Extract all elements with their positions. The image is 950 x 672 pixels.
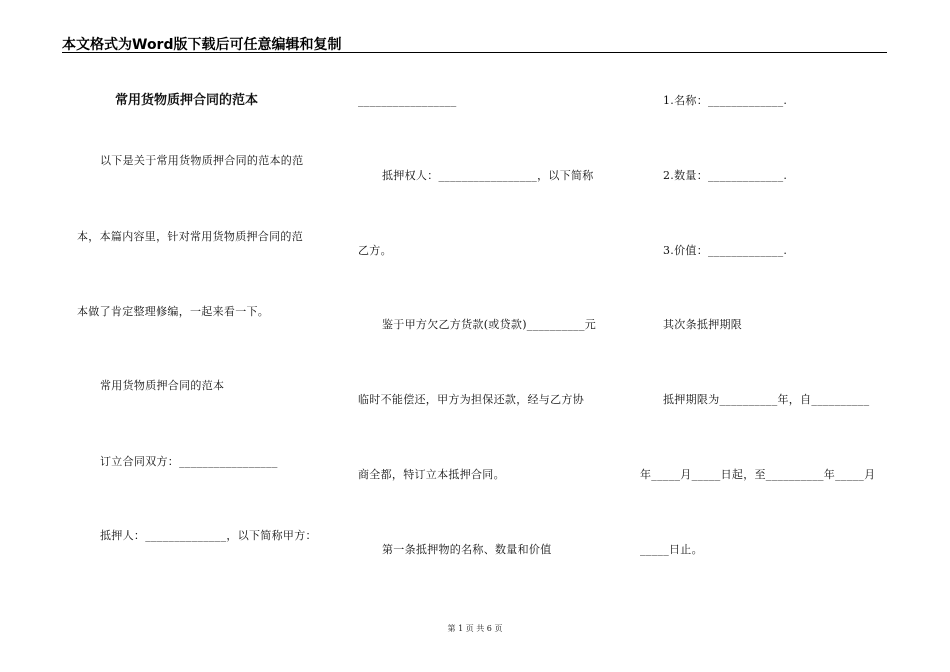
- middle-line-1: 抵押权人：_________________，以下简称: [382, 169, 594, 182]
- middle-line-2: 乙方。: [358, 244, 392, 257]
- page-footer: 第 1 页 共 6 页: [447, 624, 503, 633]
- header-text: 本文格式为Word版下载后可任意编辑和复制: [62, 37, 342, 53]
- left-line-2: 本，本篇内容里，针对常用货物质押合同的范: [77, 230, 303, 243]
- right-line-5: 年_____月_____日起，至__________年_____月: [640, 468, 876, 481]
- middle-line-0: _________________: [358, 94, 457, 107]
- left-line-4: 常用货物质押合同的范本: [100, 379, 225, 392]
- right-line-6: _____日止。: [640, 543, 703, 556]
- left-line-6: 抵押人：______________，以下简称甲方：: [100, 529, 317, 542]
- doc-title: 常用货物质押合同的范本: [115, 93, 259, 108]
- left-line-5: 订立合同双方：_________________: [100, 455, 278, 468]
- left-line-1: 以下是关于常用货物质押合同的范本的范: [100, 154, 304, 167]
- header-divider: [62, 52, 887, 53]
- left-line-3: 本做了肯定整理修编，一起来看一下。: [77, 305, 270, 318]
- right-line-2: 3.价值：_____________.: [663, 244, 788, 257]
- right-line-1: 2.数量：_____________.: [663, 169, 788, 182]
- right-line-4: 抵押期限为__________年，自__________: [663, 393, 870, 406]
- right-line-0: 1.名称：_____________.: [663, 94, 788, 107]
- middle-line-5: 商全都，特订立本抵押合同。: [358, 468, 505, 481]
- middle-line-4: 临时不能偿还，甲方为担保还款，经与乙方协: [358, 393, 584, 406]
- middle-line-6: 第一条抵押物的名称、数量和价值: [382, 543, 552, 556]
- middle-line-3: 鉴于甲方欠乙方货款(或贷款)__________元: [382, 318, 597, 331]
- right-line-3: 其次条抵押期限: [663, 318, 743, 331]
